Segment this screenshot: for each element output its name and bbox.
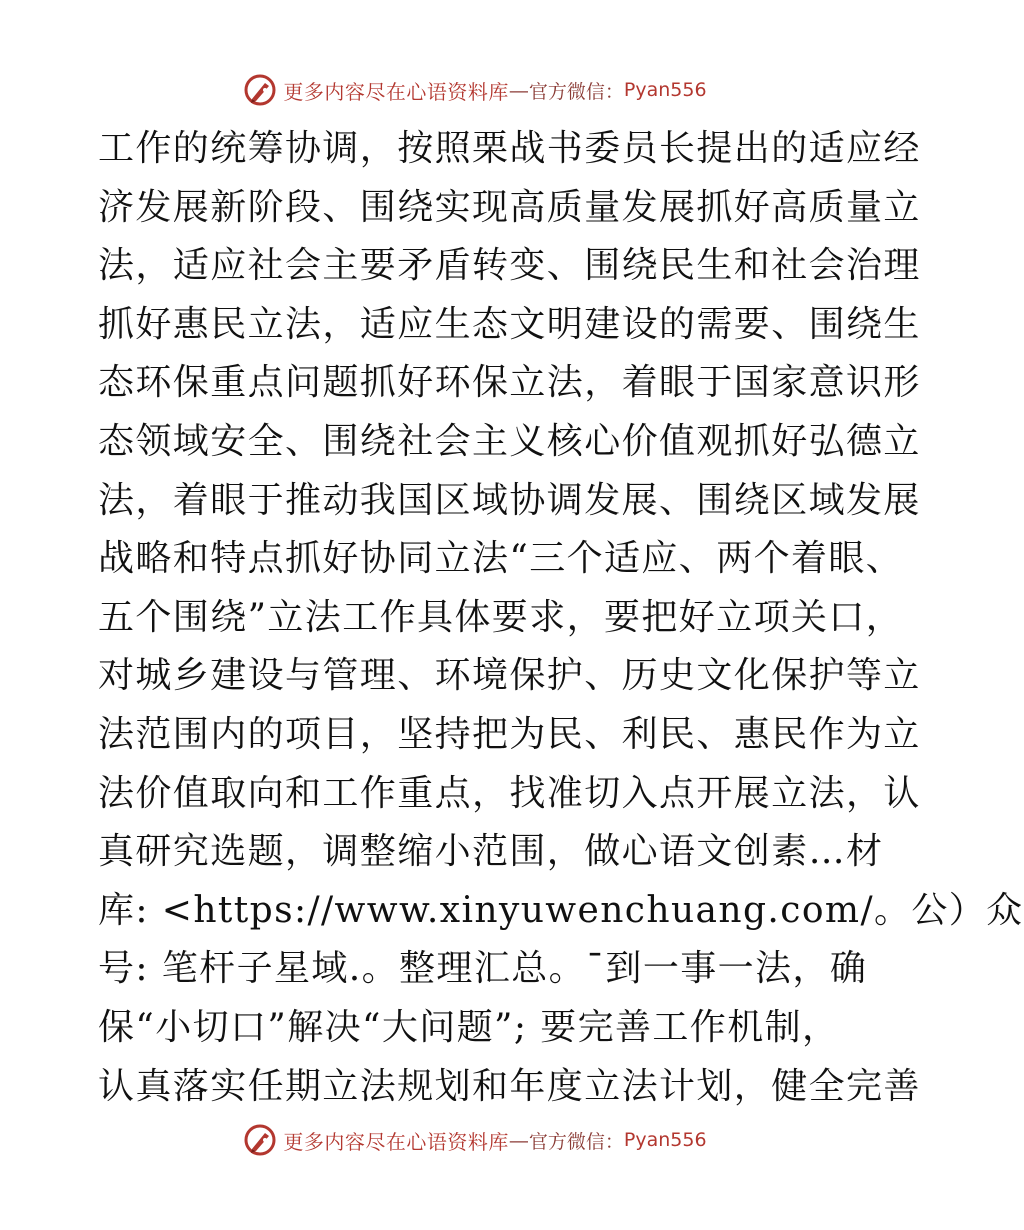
banner-wechat-id: Pyan556 — [623, 79, 707, 101]
body-line: 认真落实任期立法规划和年度立法计划，健全完善 — [98, 1065, 921, 1107]
body-line: 工作的统筹协调，按照栗战书委员长提出的适应经 — [98, 128, 921, 169]
body-line: 库: <https://www.xinyuwenchuang.com/。公）众 — [98, 889, 1024, 931]
header-banner — [0, 70, 950, 110]
banner-wechat-label: 官方微信： — [528, 80, 624, 103]
body-line: 济发展新阶段、围绕实现高质量发展抓好高质量立 — [98, 186, 921, 228]
footer-banner — [0, 1120, 950, 1160]
body-line: 态环保重点问题抓好环保立法，着眼于国家意识形 — [98, 362, 921, 404]
body-line: 对城乡建设与管理、环境保护、历史文化保护等立 — [98, 655, 921, 697]
document-body — [98, 120, 1024, 1116]
body-line: 五个围绕”立法工作具体要求，要把好立项关口， — [98, 596, 904, 638]
body-line: 战略和特点抓好协同立法“三个适应、两个着眼、 — [98, 538, 904, 580]
banner-wechat-label: 官方微信： — [528, 1130, 624, 1153]
banner-wechat-id: Pyan556 — [623, 1129, 707, 1151]
banner-separator: — — [508, 78, 529, 102]
body-line: 态领域安全、围绕社会主义核心价值观抓好弘德立 — [98, 420, 921, 462]
body-line: 保“小切口”解决“大问题”; 要完善工作机制， — [98, 1006, 840, 1048]
body-line: 法价值取向和工作重点，找准切入点开展立法，认 — [98, 772, 921, 814]
body-line: 法，着眼于推动我国区域协调发展、围绕区域发展 — [98, 479, 921, 521]
banner-title: 更多内容尽在心语资料库 — [283, 1129, 509, 1154]
banner-separator: — — [508, 1128, 529, 1152]
body-line: 真研究选题，调整缩小范围，做心语文创素…材 — [98, 831, 884, 873]
body-line: 抓好惠民立法，适应生态文明建设的需要、围绕生 — [98, 303, 921, 345]
body-line: 法范围内的项目，坚持把为民、利民、惠民作为立 — [98, 713, 921, 755]
pen-logo-icon — [243, 1123, 277, 1157]
body-line: 法，适应社会主要矛盾转变、围绕民生和社会治理 — [98, 245, 921, 287]
pen-logo-icon — [243, 73, 277, 107]
body-line: 号: 笔杆子星域.。整理汇总。¯到一事一法，确 — [98, 948, 868, 990]
banner-title: 更多内容尽在心语资料库 — [283, 79, 509, 104]
